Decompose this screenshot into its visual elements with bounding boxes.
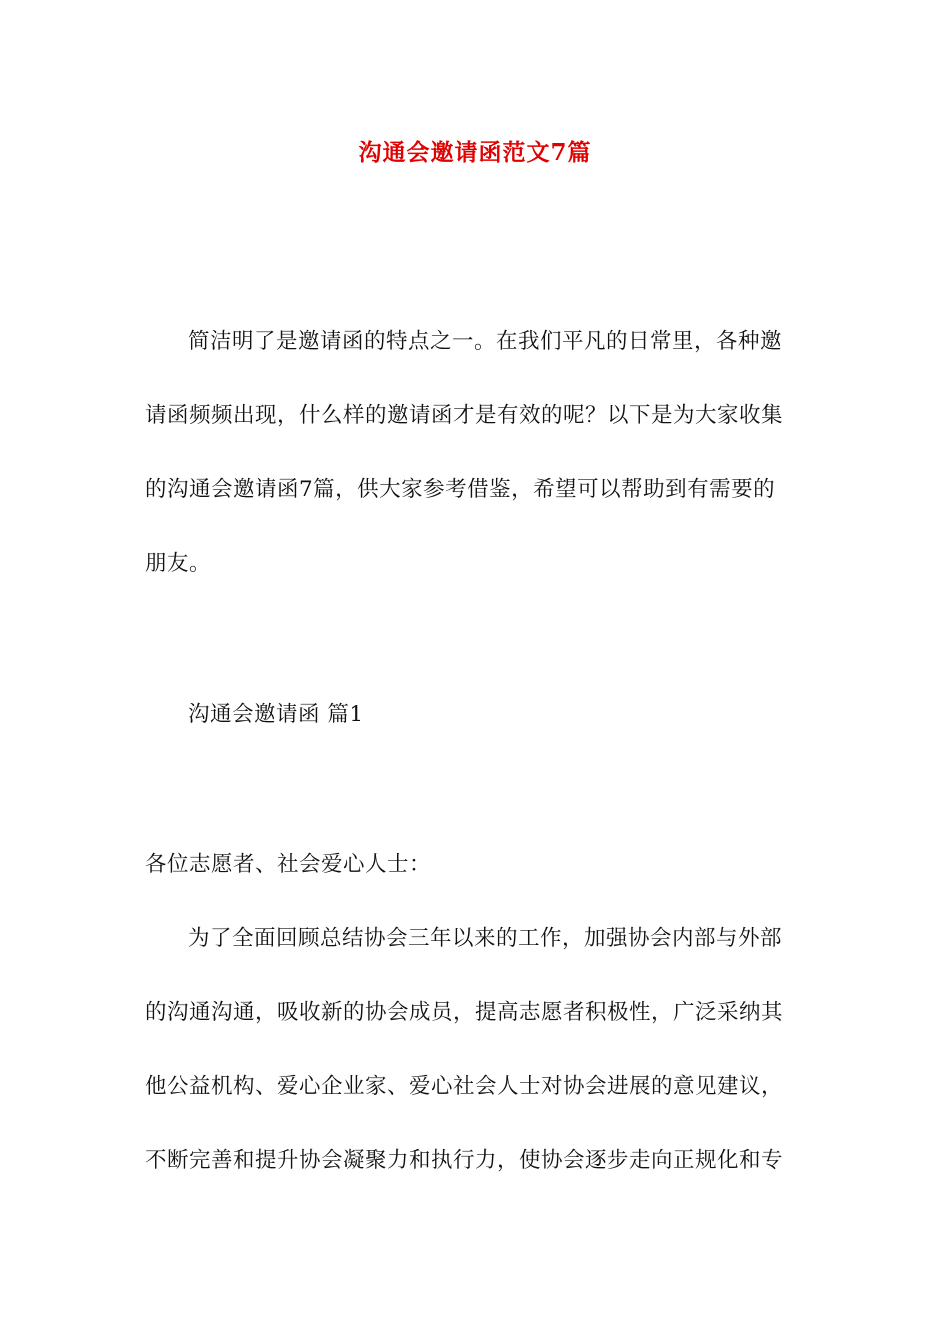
- document-title: 沟通会邀请函范文7篇: [358, 139, 592, 166]
- intro-line-1: 简洁明了是邀请函的特点之一。在我们平凡的日常里，各种邀: [188, 329, 783, 354]
- intro-line-3: 的沟通会邀请函7篇，供大家参考借鉴，希望可以帮助到有需要的: [145, 477, 776, 502]
- intro-line-2: 请函频频出现，什么样的邀请函才是有效的呢？以下是为大家收集: [145, 403, 784, 428]
- section-heading: 沟通会邀请函 篇1: [188, 702, 364, 727]
- salutation: 各位志愿者、社会爱心人士：: [145, 852, 432, 877]
- intro-line-4: 朋友。: [145, 551, 212, 576]
- body-line-2: 的沟通沟通，吸收新的协会成员，提高志愿者积极性，广泛采纳其: [145, 1000, 784, 1025]
- body-line-3: 他公益机构、爱心企业家、爱心社会人士对协会进展的意见建议，: [145, 1074, 784, 1099]
- body-line-4: 不断完善和提升协会凝聚力和执行力，使协会逐步走向正规化和专: [145, 1148, 784, 1173]
- body-line-1: 为了全面回顾总结协会三年以来的工作，加强协会内部与外部: [188, 926, 783, 951]
